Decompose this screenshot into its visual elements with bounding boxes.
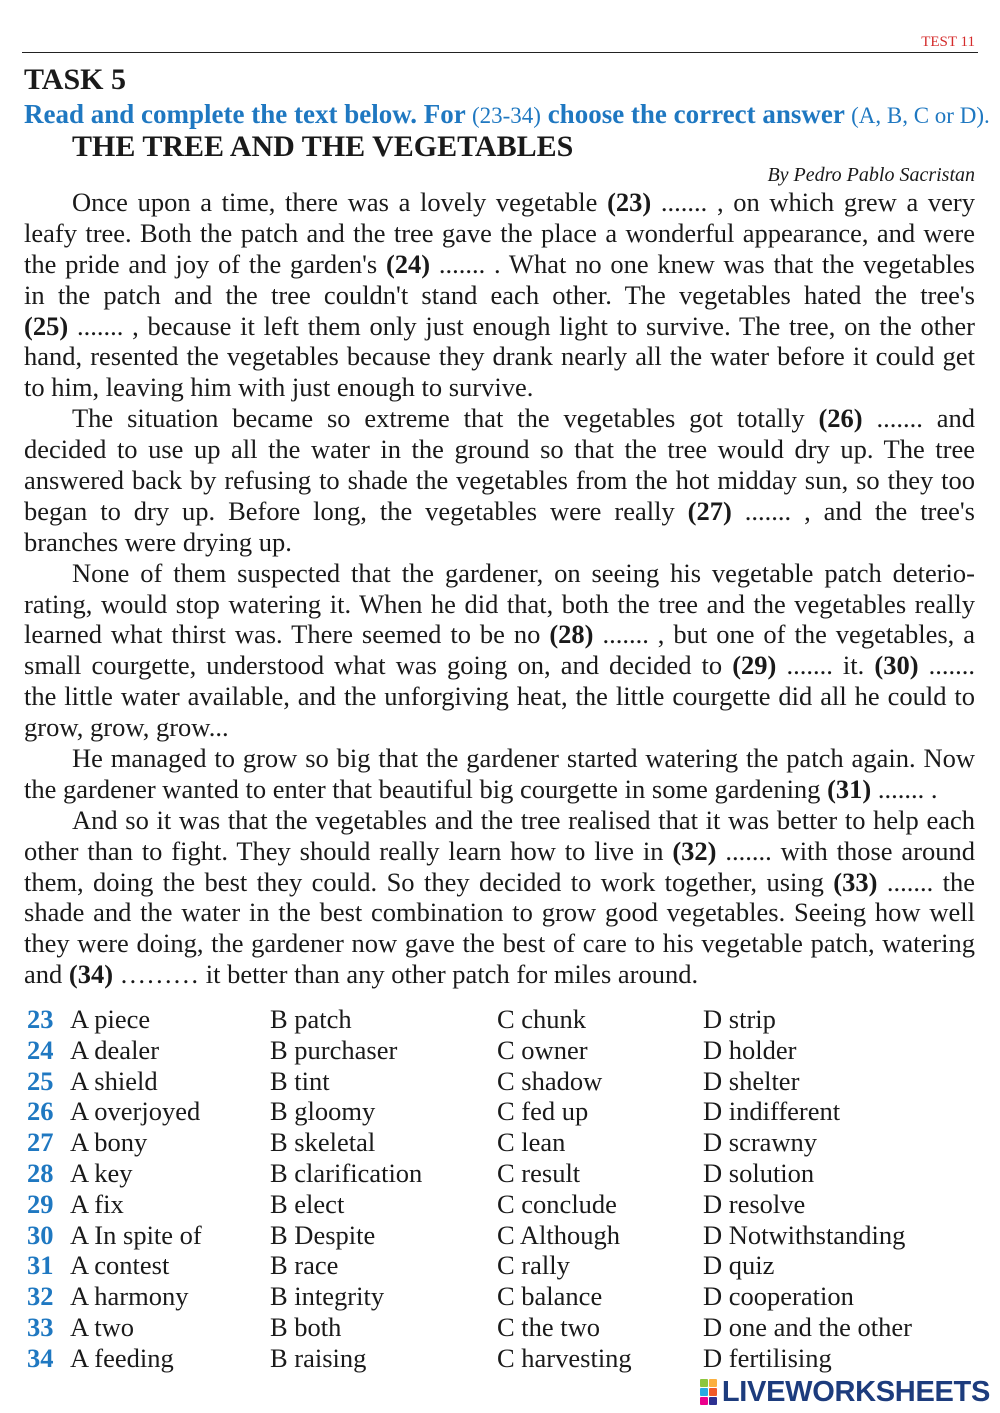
- story-text: leafy tree. Both the patch and the tree gave the place a wonderful appearance, and were: [24, 217, 975, 248]
- question-number: 34: [27, 1342, 54, 1373]
- gap-number: (32): [672, 835, 717, 866]
- option-c: C conclude: [497, 1188, 617, 1219]
- question-number: 28: [27, 1157, 54, 1188]
- instruction-segment: (A, B, C or D).: [851, 103, 990, 128]
- story-text: ....... it.: [776, 650, 875, 681]
- option-a: A fix: [70, 1188, 124, 1219]
- story-line: [24, 867, 975, 898]
- option-row: [0, 1035, 1000, 1066]
- story-line: [24, 836, 975, 867]
- question-number: 32: [27, 1281, 54, 1312]
- story-line: [24, 187, 975, 218]
- option-row: [0, 1127, 1000, 1158]
- story-text: He managed to grow so big that the gardener started watering the patch again. Now: [72, 743, 975, 774]
- question-number: 30: [27, 1219, 54, 1250]
- logo-block: [700, 1388, 708, 1396]
- task-title: TASK 5: [24, 63, 126, 96]
- answer-options-table: [0, 1004, 1000, 1374]
- option-d: D scrawny: [703, 1127, 818, 1158]
- gap-number: (29): [732, 650, 777, 681]
- question-number: 23: [27, 1004, 54, 1034]
- story-text: hand, resented the vegetables because they drank nearly all the water before it could get: [24, 341, 975, 372]
- story-line: [24, 311, 975, 342]
- option-a: A overjoyed: [70, 1096, 201, 1127]
- option-b: B purchaser: [270, 1034, 398, 1065]
- story-text: learned what thirst was. There seemed to be no: [24, 619, 550, 650]
- story-text: shade and the water in the best combination to grow good vegetables. Seeing how well: [24, 897, 975, 928]
- option-b: B skeletal: [270, 1127, 376, 1158]
- story-text: ....... the: [877, 866, 976, 897]
- story-line: [24, 341, 975, 372]
- story-line: [24, 280, 975, 311]
- option-row: [0, 1158, 1000, 1189]
- option-c: C rally: [497, 1250, 570, 1281]
- option-a: A contest: [70, 1250, 170, 1281]
- story-title: THE TREE AND THE VEGETABLES: [72, 130, 574, 163]
- option-d: D resolve: [703, 1188, 806, 1219]
- option-a: A key: [70, 1157, 133, 1188]
- story-text: .......: [918, 650, 975, 681]
- option-d: D indifferent: [703, 1096, 841, 1127]
- story-text: grow, grow, grow...: [24, 712, 229, 743]
- story-text: the gardener wanted to enter that beautiful big courgette in some gardening: [24, 773, 828, 804]
- option-d: D strip: [703, 1004, 776, 1034]
- option-d: D cooperation: [703, 1281, 854, 1312]
- option-row: [0, 1312, 1000, 1343]
- story-text: answered back by refusing to shade the vegetables from the hot midday sun, so they too: [24, 465, 975, 496]
- option-d: D quiz: [703, 1250, 775, 1281]
- story-text: ....... with those around: [716, 835, 975, 866]
- story-line: [24, 434, 975, 465]
- story-line: [24, 959, 975, 990]
- option-c: C the two: [497, 1311, 601, 1342]
- story-text: ....... . What no one knew was that the vegetables: [430, 248, 975, 279]
- option-c: C harvesting: [497, 1342, 632, 1373]
- option-a: A harmony: [70, 1281, 189, 1312]
- option-row: [0, 1004, 1000, 1035]
- story-text: And so it was that the vegetables and the tree realised that it was better to help each: [72, 804, 975, 835]
- option-d: D holder: [703, 1034, 797, 1065]
- liveworksheets-logo-icon: [700, 1379, 717, 1405]
- story-line: [24, 527, 975, 558]
- option-b: B elect: [270, 1188, 345, 1219]
- question-number: 26: [27, 1096, 54, 1127]
- option-row: [0, 1343, 1000, 1374]
- logo-block: [700, 1379, 708, 1387]
- story-line: [24, 774, 975, 805]
- story-line: [24, 496, 975, 527]
- test-label: TEST 11: [921, 34, 975, 50]
- liveworksheets-logo[interactable]: [700, 1376, 990, 1408]
- option-a: A piece: [70, 1004, 151, 1034]
- gap-number: (31): [827, 773, 872, 804]
- option-b: B Despite: [270, 1219, 376, 1250]
- option-a: A In spite of: [70, 1219, 202, 1250]
- story-line: [24, 650, 975, 681]
- question-number: 31: [27, 1250, 54, 1281]
- story-text: ....... and: [862, 403, 975, 434]
- story-line: [24, 743, 975, 774]
- story-line: [24, 249, 975, 280]
- story-text: other than to fight. They should really learn how to live in: [24, 835, 673, 866]
- story-text: None of them suspected that the gardener, on seeing his vegetable patch deterio-: [72, 557, 975, 588]
- option-b: B tint: [270, 1065, 330, 1096]
- option-a: A two: [70, 1311, 135, 1342]
- logo-block: [709, 1388, 717, 1396]
- story-line: [24, 712, 975, 743]
- option-d: D fertilising: [703, 1342, 832, 1373]
- option-d: D shelter: [703, 1065, 800, 1096]
- question-number: 29: [27, 1188, 54, 1219]
- option-a: A feeding: [70, 1342, 174, 1373]
- story-line: [24, 403, 975, 434]
- story-text: they were doing, the gardener now gave the best of care to his vegetable patch, watering: [24, 928, 975, 959]
- option-a: A bony: [70, 1127, 148, 1158]
- option-b: B integrity: [270, 1281, 385, 1312]
- story-text: rating, would stop watering it. When he did that, both the tree and the vegetables really: [24, 588, 975, 619]
- gap-number: (30): [874, 650, 919, 681]
- logo-block: [709, 1379, 717, 1387]
- story-text: small courgette, understood what was going on, and decided to: [24, 650, 733, 681]
- story-text: the little water available, and the unforgiving heat, the little courgette did all he could to: [24, 681, 975, 712]
- logo-block: [709, 1397, 717, 1405]
- option-b: B patch: [270, 1004, 352, 1034]
- story-text: began to dry up. Before long, the vegetables were really: [24, 495, 688, 526]
- question-number: 25: [27, 1065, 54, 1096]
- header-divider: [22, 52, 978, 53]
- gap-number: (28): [549, 619, 594, 650]
- story-line: [24, 465, 975, 496]
- option-row: [0, 1066, 1000, 1097]
- gap-number: (27): [687, 495, 732, 526]
- option-row: [0, 1281, 1000, 1312]
- story-line: [24, 218, 975, 249]
- gap-number: (23): [607, 187, 652, 217]
- story-text: them, doing the best they could. So they decided to work together, using: [24, 866, 834, 897]
- logo-brand-text: LIVEWORKSHEETS: [721, 1376, 990, 1408]
- gap-number: (26): [818, 403, 863, 434]
- option-row: [0, 1189, 1000, 1220]
- story-author: By Pedro Pablo Sacristan: [767, 164, 975, 186]
- option-d: D one and the other: [703, 1311, 912, 1342]
- option-b: B race: [270, 1250, 339, 1281]
- task-instruction: [24, 99, 990, 134]
- story-line: [24, 589, 975, 620]
- story-text: ....... , but one of the vegetables, a: [593, 619, 975, 650]
- story-text: ....... .: [871, 773, 938, 804]
- story-text: the pride and joy of the garden's: [24, 248, 386, 279]
- instruction-segment: (23-34): [471, 103, 541, 128]
- logo-block: [700, 1397, 708, 1405]
- question-number: 33: [27, 1311, 54, 1342]
- story-text: decided to use up all the water in the ground so that the tree would dry up. The tree: [24, 434, 975, 465]
- story-text: Once upon a time, there was a lovely vegetable: [72, 187, 608, 217]
- question-number: 24: [27, 1034, 54, 1065]
- option-c: C balance: [497, 1281, 603, 1312]
- story-text: ……… it better than any other patch for miles around.: [113, 959, 699, 990]
- option-row: [0, 1220, 1000, 1251]
- option-row: [0, 1250, 1000, 1281]
- option-c: C shadow: [497, 1065, 603, 1096]
- option-c: C fed up: [497, 1096, 589, 1127]
- option-b: B raising: [270, 1342, 367, 1373]
- story-line: [24, 681, 975, 712]
- gap-number: (33): [833, 866, 878, 897]
- option-c: C owner: [497, 1034, 588, 1065]
- option-row: [0, 1096, 1000, 1127]
- story-text-block: [24, 187, 975, 990]
- option-d: D solution: [703, 1157, 815, 1188]
- story-line: [24, 619, 975, 650]
- option-c: C lean: [497, 1127, 566, 1158]
- story-text: ....... , because it left them only just enough light to survive. The tree, on the other: [68, 310, 975, 341]
- option-d: D Notwithstanding: [703, 1219, 906, 1250]
- story-line: [24, 897, 975, 928]
- option-a: A shield: [70, 1065, 158, 1096]
- story-text: to him, leaving him with just enough to survive.: [24, 372, 534, 403]
- option-c: C result: [497, 1157, 581, 1188]
- option-b: B clarification: [270, 1157, 423, 1188]
- option-c: C Although: [497, 1219, 620, 1250]
- gap-number: (25): [24, 310, 69, 341]
- question-number: 27: [27, 1127, 54, 1158]
- instruction-segment: choose the correct answer: [540, 99, 852, 129]
- story-line: [24, 558, 975, 589]
- gap-number: (24): [385, 248, 431, 279]
- instruction-segment: Read and complete the text below. For: [24, 99, 472, 129]
- story-text: ....... , on which grew a very: [651, 187, 975, 217]
- story-line: [24, 805, 975, 836]
- option-b: B both: [270, 1311, 342, 1342]
- option-c: C chunk: [497, 1004, 587, 1034]
- gap-number: (34): [68, 959, 114, 990]
- story-line: [24, 372, 975, 403]
- story-text: The situation became so extreme that the vegetables got totally: [72, 403, 819, 434]
- option-b: B gloomy: [270, 1096, 376, 1127]
- story-line: [24, 928, 975, 959]
- story-text: ....... , and the tree's: [731, 495, 975, 526]
- story-text: in the patch and the tree couldn't stand each other. The vegetables hated the tree's: [24, 279, 975, 310]
- story-text: and: [24, 959, 69, 990]
- story-text: branches were drying up.: [24, 526, 292, 557]
- option-a: A dealer: [70, 1034, 160, 1065]
